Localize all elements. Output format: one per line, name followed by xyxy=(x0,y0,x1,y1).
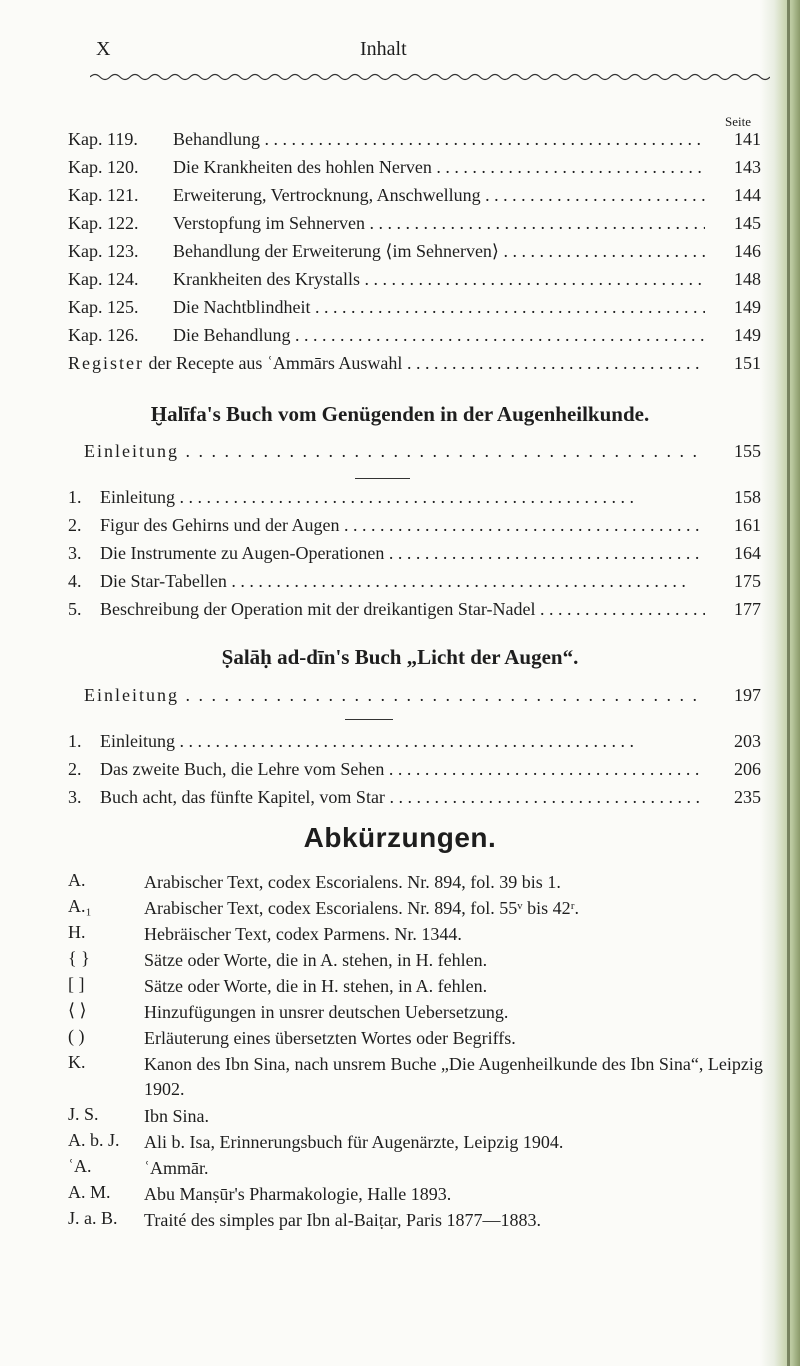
item-index: 1. xyxy=(68,731,82,751)
section-heading-salah: Ṣalāḥ ad-dīn's Buch „Licht der Augen“. xyxy=(221,645,579,669)
chapter-title: Die Behandlung . . . xyxy=(173,325,705,346)
abbreviation-key: { } xyxy=(68,948,90,968)
item-index: 4. xyxy=(68,571,82,591)
toc-row xyxy=(0,129,800,157)
chapter-label: Kap. 126. xyxy=(68,325,139,345)
abbreviation-key: J. a. B. xyxy=(68,1208,118,1228)
chapter-label: Kap. 121. xyxy=(68,185,139,205)
item-title: Das zweite Buch, die Lehre vom Sehen . . . xyxy=(100,759,705,780)
item-title: Die Star-Tabellen . . . xyxy=(100,571,705,592)
item-index: 1. xyxy=(68,487,82,507)
page-ref: 161 xyxy=(734,515,761,535)
toc-row xyxy=(0,599,800,627)
toc-row-intro xyxy=(0,685,800,713)
toc-row xyxy=(0,759,800,787)
page-ref: 141 xyxy=(734,129,761,149)
abbreviation-value: ʿAmmār. xyxy=(144,1158,209,1178)
chapter-title: Die Nachtblindheit . . . xyxy=(173,297,705,318)
chapter-title: Behandlung der Erweiterung ⟨im Sehnerven⟩ . . . xyxy=(173,241,705,262)
register-label: Register xyxy=(68,353,144,373)
toc-row xyxy=(0,787,800,815)
abbreviation-key: [ ] xyxy=(68,974,85,994)
chapter-title: Behandlung . . . xyxy=(173,129,705,150)
toc-row-register xyxy=(0,353,800,381)
chapter-title: Verstopfung im Sehnerven . . . xyxy=(173,213,705,234)
item-title: Figur des Gehirns und der Augen . . . xyxy=(100,515,705,536)
toc-row xyxy=(0,157,800,185)
abbreviation-value: Hebräischer Text, codex Parmens. Nr. 1344. xyxy=(144,924,462,944)
page-ref: 177 xyxy=(734,599,761,619)
running-head xyxy=(0,38,800,72)
abbreviation-key: H. xyxy=(68,922,86,942)
abbreviation-value: Traité des simples par Ibn al-Baiṭar, Paris 1877—1883. xyxy=(144,1210,542,1230)
page-ref: 206 xyxy=(734,759,761,779)
item-index: 5. xyxy=(68,599,82,619)
abbreviation-value: Ibn Sina. xyxy=(144,1106,209,1126)
abbreviation-value: Abu Manṣūr's Pharmakologie, Halle 1893. xyxy=(144,1184,452,1204)
item-index: 3. xyxy=(68,543,82,563)
abbreviation-key: A. b. J. xyxy=(68,1130,120,1150)
item-index: 3. xyxy=(68,787,82,807)
abbreviation-value: Arabischer Text, codex Escorialens. Nr. 894, fol. 39 bis 1. xyxy=(144,872,561,892)
item-title: Die Instrumente zu Augen-Operationen . . . xyxy=(100,543,705,564)
item-title: Einleitung . . . xyxy=(100,731,705,752)
abbreviation-key: K. xyxy=(68,1052,86,1072)
abbreviation-value: Arabischer Text, codex Escorialens. Nr. 894, fol. 55ᵛ bis 42ʳ. xyxy=(144,898,580,918)
chapter-label: Kap. 123. xyxy=(68,241,139,261)
seite-label: Seite xyxy=(725,114,751,129)
page-ref: 143 xyxy=(734,157,761,177)
toc-row xyxy=(0,297,800,325)
page-number: X xyxy=(96,38,111,60)
register-entry xyxy=(68,353,705,374)
abbreviation-value: Kanon des Ibn Sina, nach unsrem Buche „Die Augenheilkunde des Ibn Sina“, Leipzig 1902. xyxy=(144,1054,763,1099)
page-ref: 164 xyxy=(734,543,761,563)
abbreviation-key: A. M. xyxy=(68,1182,111,1202)
abbreviation-value: Erläuterung eines übersetzten Wortes oder Begriffs. xyxy=(144,1028,516,1048)
toc-row xyxy=(0,731,800,759)
chapter-title: Erweiterung, Vertrocknung, Anschwellung . . . xyxy=(173,185,705,206)
item-title: Buch acht, das fünfte Kapitel, vom Star . . . xyxy=(100,787,705,808)
page-ref: 235 xyxy=(734,787,761,807)
separator-rule xyxy=(345,719,393,720)
chapter-title: Die Krankheiten des hohlen Nerven . . . xyxy=(173,157,705,178)
abbreviation-key: ʿA. xyxy=(68,1156,92,1176)
toc-row xyxy=(0,241,800,269)
toc-row xyxy=(0,515,800,543)
item-index: 2. xyxy=(68,515,82,535)
page-ref: 203 xyxy=(734,731,761,751)
item-index: 2. xyxy=(68,759,82,779)
abbreviation-value: Sätze oder Worte, die in A. stehen, in H. fehlen. xyxy=(144,950,488,970)
chapter-title: Krankheiten des Krystalls . . . xyxy=(173,269,705,290)
intro-title: Einleitung . . . xyxy=(84,685,705,706)
page-ref: 158 xyxy=(734,487,761,507)
item-title: Beschreibung der Operation mit der dreikantigen Star-Nadel . . . xyxy=(100,599,705,620)
page-ref: 149 xyxy=(734,325,761,345)
toc-row xyxy=(0,325,800,353)
page-ref: 149 xyxy=(734,297,761,317)
wavy-rule xyxy=(90,72,770,82)
abbreviations-heading: Abkürzungen. xyxy=(303,822,497,853)
chapter-label: Kap. 125. xyxy=(68,297,139,317)
register-title: der Recepte aus ʿAmmārs Auswahl xyxy=(148,353,403,373)
abbreviation-key: ⟨ ⟩ xyxy=(68,1000,87,1020)
intro-title: Einleitung . . . xyxy=(84,441,705,462)
page-ref: 197 xyxy=(734,685,761,705)
chapter-label: Kap. 124. xyxy=(68,269,139,289)
toc-row xyxy=(0,269,800,297)
toc-row-intro xyxy=(0,441,800,469)
abbreviation-value: Hinzufügungen in unsrer deutschen Uebersetzung. xyxy=(144,1002,509,1022)
running-title: Inhalt xyxy=(360,38,407,60)
abbreviation-key: A.₁ xyxy=(68,896,92,916)
abbreviation-key: ( ) xyxy=(68,1026,85,1046)
page-ref: 146 xyxy=(734,241,761,261)
section-heading-halifa: Ḫalīfa's Buch vom Genügenden in der Augenheilkunde. xyxy=(150,402,650,426)
separator-rule xyxy=(355,478,410,479)
abbreviation-key: J. S. xyxy=(68,1104,99,1124)
toc-row xyxy=(0,487,800,515)
page-ref: 155 xyxy=(734,441,761,461)
toc-row xyxy=(0,185,800,213)
toc-row xyxy=(0,571,800,599)
page-ref: 145 xyxy=(734,213,761,233)
abbreviation-value: Sätze oder Worte, die in H. stehen, in A. fehlen. xyxy=(144,976,488,996)
chapter-label: Kap. 120. xyxy=(68,157,139,177)
page-ref: 144 xyxy=(734,185,761,205)
chapter-label: Kap. 119. xyxy=(68,129,138,149)
chapter-label: Kap. 122. xyxy=(68,213,139,233)
abbreviation-value: Ali b. Isa, Erinnerungsbuch für Augenärzte, Leipzig 1904. xyxy=(144,1132,564,1152)
toc-row xyxy=(0,543,800,571)
item-title: Einleitung . . . xyxy=(100,487,705,508)
abbreviation-key: A. xyxy=(68,870,86,890)
page-ref: 148 xyxy=(734,269,761,289)
page-ref: 151 xyxy=(734,353,761,373)
toc-row xyxy=(0,213,800,241)
page-ref: 175 xyxy=(734,571,761,591)
